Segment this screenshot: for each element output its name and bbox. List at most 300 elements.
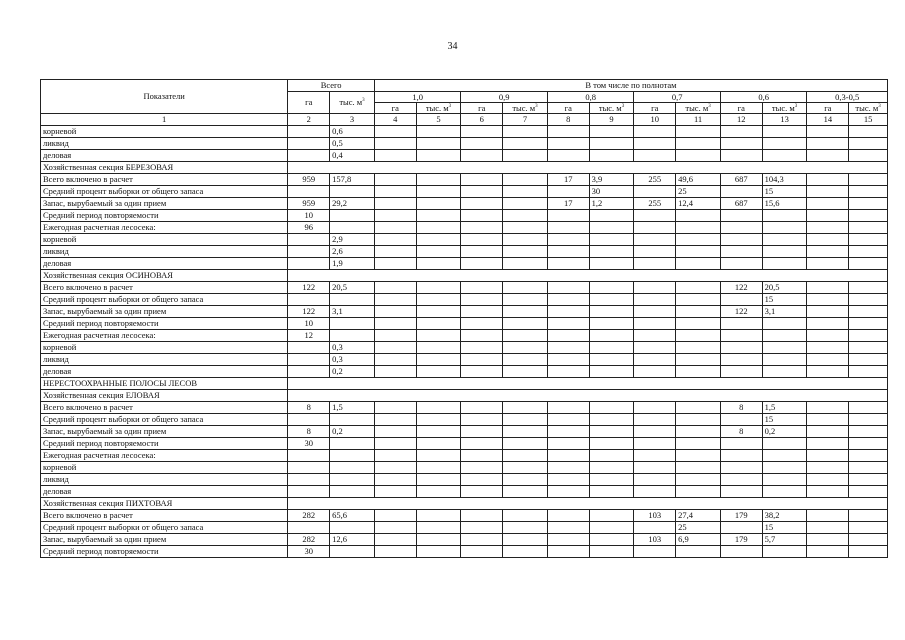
table-cell: 65,6 [330,510,375,522]
table-row [41,186,888,198]
column-numbers-row [41,114,888,126]
table-cell [288,294,330,306]
table-cell [720,546,762,558]
table-cell [807,138,849,150]
row-label: Запас, вырубаемый за один прием [41,534,288,546]
table-cell: 20,5 [762,282,807,294]
table-cell [374,234,416,246]
table-cell [374,402,416,414]
table-cell [461,450,503,462]
table-row [41,510,888,522]
table-cell [762,342,807,354]
table-cell: 179 [720,534,762,546]
table-cell: 1,5 [762,402,807,414]
table-cell [461,234,503,246]
row-label: ликвид [41,138,288,150]
table-cell [503,174,548,186]
table-cell [849,138,888,150]
row-label: Средний процент выборки от общего запаса [41,186,288,198]
table-cell [503,474,548,486]
table-cell [807,366,849,378]
table-cell: 3,9 [589,174,634,186]
table-row [41,462,888,474]
table-cell [288,366,330,378]
table-row [41,450,888,462]
table-cell [503,234,548,246]
section-title: Хозяйственная секция БЕРЕЗОВАЯ [41,162,288,174]
column-number: 15 [849,114,888,126]
table-cell [416,234,461,246]
table-cell [589,522,634,534]
table-cell [330,486,375,498]
table-cell [547,426,589,438]
table-cell [547,450,589,462]
table-cell [461,282,503,294]
table-body [41,114,888,558]
table-cell: 1,9 [330,258,375,270]
table-cell [330,222,375,234]
table-cell [849,330,888,342]
table-cell [849,414,888,426]
column-number: 13 [762,114,807,126]
header-unit-ha: га [634,103,676,114]
table-cell [374,534,416,546]
table-cell [461,474,503,486]
table-cell [720,450,762,462]
table-cell [547,402,589,414]
table-cell [720,138,762,150]
table-cell [503,450,548,462]
table-cell [503,150,548,162]
table-row [41,354,888,366]
table-cell [374,174,416,186]
section-row [41,270,888,282]
table-cell [330,210,375,222]
header-unit-ha: га [374,103,416,114]
table-cell [503,246,548,258]
table-cell [288,414,330,426]
table-cell: 103 [634,510,676,522]
table-cell [374,294,416,306]
table-cell [634,402,676,414]
table-cell [807,486,849,498]
table-cell [676,126,721,138]
table-row [41,150,888,162]
table-cell [589,330,634,342]
table-cell [720,294,762,306]
table-cell [503,438,548,450]
table-cell [547,354,589,366]
table-cell [762,150,807,162]
row-label: ликвид [41,474,288,486]
table-cell [547,546,589,558]
header-density: 0,6 [720,92,807,103]
table-cell [807,522,849,534]
table-cell [634,354,676,366]
table-cell [849,186,888,198]
table-cell [503,258,548,270]
table-cell: 8 [720,402,762,414]
table-cell [589,294,634,306]
header-unit-ha: га [461,103,503,114]
table-cell [503,534,548,546]
row-label: Запас, вырубаемый за один прием [41,426,288,438]
column-number: 1 [41,114,288,126]
table-cell [720,438,762,450]
table-cell: 8 [288,426,330,438]
table-cell [547,294,589,306]
table-cell [676,462,721,474]
table-cell: 12,6 [330,534,375,546]
table-row [41,138,888,150]
table-cell [461,486,503,498]
table-cell [461,306,503,318]
table-cell [288,522,330,534]
table-cell [461,402,503,414]
row-label: Ежегодная расчетная лесосека: [41,450,288,462]
table-cell [416,438,461,450]
row-label: Запас, вырубаемый за один прием [41,198,288,210]
table-cell [676,354,721,366]
column-number: 14 [807,114,849,126]
table-cell [807,150,849,162]
table-cell [547,366,589,378]
section-spacer [288,378,888,390]
column-number: 10 [634,114,676,126]
table-cell [807,294,849,306]
table-cell [720,522,762,534]
table-cell: 0,2 [330,366,375,378]
table-cell [676,318,721,330]
table-cell [461,222,503,234]
table-cell [849,438,888,450]
page-number: 34 [447,41,458,52]
table-cell [503,402,548,414]
table-cell [503,510,548,522]
table-cell [807,414,849,426]
table-cell [676,210,721,222]
table-cell [676,150,721,162]
table-cell [762,318,807,330]
table-cell [634,330,676,342]
section-spacer [288,270,888,282]
row-label: Средний период повторяемости [41,210,288,222]
table-cell: 3,1 [762,306,807,318]
table-cell: 17 [547,174,589,186]
table-cell [676,426,721,438]
table-cell [762,354,807,366]
table-cell [374,462,416,474]
table-cell [849,306,888,318]
table-cell [589,306,634,318]
table-cell [288,126,330,138]
table-cell [720,474,762,486]
table-row [41,414,888,426]
table-cell: 282 [288,534,330,546]
table-cell [589,342,634,354]
table-cell [807,330,849,342]
table-cell [330,186,375,198]
table-cell [374,438,416,450]
table-cell [634,258,676,270]
table-row [41,486,888,498]
table-cell [849,198,888,210]
table-cell [762,330,807,342]
table-cell [634,426,676,438]
table-row [41,198,888,210]
table-cell [547,306,589,318]
row-label: корневой [41,342,288,354]
table-cell [288,342,330,354]
section-row [41,162,888,174]
table-cell [503,546,548,558]
table-cell [762,366,807,378]
table-cell [589,402,634,414]
table-cell [547,330,589,342]
table-row [41,246,888,258]
table-cell [849,510,888,522]
table-cell [589,234,634,246]
table-cell [849,222,888,234]
table-row [41,402,888,414]
table-cell [461,318,503,330]
table-cell [634,474,676,486]
section-row [41,498,888,510]
table-cell: 6,9 [676,534,721,546]
table-cell [634,234,676,246]
header-unit-m3: тыс. $м^3$ [589,103,634,114]
table-cell [849,282,888,294]
table-cell [634,246,676,258]
table-cell: 0,6 [330,126,375,138]
table-cell [547,474,589,486]
section-spacer [288,498,888,510]
table-cell [634,318,676,330]
table-cell [416,474,461,486]
table-cell [720,210,762,222]
table-cell [807,222,849,234]
column-number: 9 [589,114,634,126]
table-cell [720,258,762,270]
table-cell [547,186,589,198]
table-cell [374,210,416,222]
table-cell: 8 [720,426,762,438]
table-row [41,330,888,342]
table-cell [416,306,461,318]
table-cell [849,462,888,474]
table-cell: 959 [288,174,330,186]
table-cell [330,474,375,486]
table-cell: 15 [762,522,807,534]
row-label: Всего включено в расчет [41,282,288,294]
column-number: 11 [676,114,721,126]
table-cell [589,246,634,258]
table-cell [374,138,416,150]
table-cell [416,546,461,558]
table-cell [461,258,503,270]
table-cell [288,186,330,198]
header-including: В том числе по полнотам [374,80,887,92]
table-cell: 20,5 [330,282,375,294]
table-cell [676,246,721,258]
table-cell [807,426,849,438]
table-cell: 103 [634,534,676,546]
table-cell [416,222,461,234]
header-density: 0,9 [461,92,548,103]
table-cell [374,282,416,294]
header-unit-m3: тыс. $м^3$ [849,103,888,114]
table-cell [547,414,589,426]
table-cell [416,486,461,498]
table-cell [503,222,548,234]
table-row [41,222,888,234]
table-row [41,426,888,438]
table-cell [676,402,721,414]
table-cell [374,318,416,330]
table-cell [589,450,634,462]
table-cell: 959 [288,198,330,210]
table-cell [720,126,762,138]
table-cell [416,510,461,522]
table-cell [374,414,416,426]
table-cell [461,546,503,558]
table-cell [416,150,461,162]
row-label: Средний период повторяемости [41,546,288,558]
table-cell [720,318,762,330]
table-row [41,474,888,486]
row-label: деловая [41,258,288,270]
table-cell: 38,2 [762,510,807,522]
table-cell [849,150,888,162]
row-label: ликвид [41,246,288,258]
table-cell [503,210,548,222]
table-cell [547,210,589,222]
table-cell [720,330,762,342]
table-cell [676,342,721,354]
table-cell [849,474,888,486]
table-cell [547,234,589,246]
table-cell [849,534,888,546]
table-cell [547,510,589,522]
table-cell [374,486,416,498]
table-cell [762,222,807,234]
table-cell [288,486,330,498]
header-unit-ha: га [547,103,589,114]
table-cell: 15 [762,186,807,198]
table-cell [720,462,762,474]
table-cell [374,510,416,522]
header-unit-m3: тыс. $м^3$ [762,103,807,114]
header-total: Всего [288,80,375,92]
table-cell [807,246,849,258]
table-cell [807,318,849,330]
table-cell: 0,5 [330,138,375,150]
table-cell [634,138,676,150]
table-cell [330,522,375,534]
table-cell [807,462,849,474]
table-cell [634,546,676,558]
table-cell: 0,3 [330,342,375,354]
table-cell [807,510,849,522]
table-cell: 687 [720,174,762,186]
table-cell: 255 [634,174,676,186]
table-row [41,258,888,270]
table-cell [849,522,888,534]
table-cell [461,462,503,474]
table-cell [416,522,461,534]
table-cell [374,198,416,210]
table-cell [330,462,375,474]
table-cell [547,462,589,474]
table-cell [849,486,888,498]
section-title: Хозяйственная секция ЕЛОВАЯ [41,390,288,402]
table-cell [374,330,416,342]
table-cell [288,462,330,474]
table-cell [634,342,676,354]
table-cell: 104,3 [762,174,807,186]
table-cell [589,150,634,162]
table-row [41,174,888,186]
table-cell [503,342,548,354]
table-cell [416,354,461,366]
table-cell [720,366,762,378]
table-cell [589,474,634,486]
table-cell [720,222,762,234]
table-cell [589,354,634,366]
header-density: 1,0 [374,92,461,103]
table-cell [503,366,548,378]
section-title: НЕРЕСТООХРАННЫЕ ПОЛОСЫ ЛЕСОВ [41,378,288,390]
table-cell [807,306,849,318]
table-cell [762,474,807,486]
header-density: 0,8 [547,92,634,103]
table-cell: 122 [720,282,762,294]
table-cell [762,546,807,558]
header-indicators: Показатели [41,80,288,114]
table-cell [589,282,634,294]
table-cell: 15 [762,414,807,426]
row-label: деловая [41,486,288,498]
table-cell [547,150,589,162]
table-cell [849,174,888,186]
table-cell [330,414,375,426]
section-spacer [288,390,888,402]
table-cell [374,546,416,558]
table-cell [676,366,721,378]
table-cell: 8 [288,402,330,414]
table-cell [416,402,461,414]
table-cell [849,402,888,414]
table-cell [374,126,416,138]
table-cell [547,222,589,234]
table-cell [416,186,461,198]
table-cell: 255 [634,198,676,210]
table-cell [374,186,416,198]
table-cell [849,126,888,138]
table-cell [503,306,548,318]
table-row [41,282,888,294]
table-cell [720,186,762,198]
table-cell: 96 [288,222,330,234]
table-cell [374,258,416,270]
table-cell [676,438,721,450]
table-cell [634,414,676,426]
table-cell [807,234,849,246]
table-cell [416,126,461,138]
table-row [41,522,888,534]
row-label: ликвид [41,354,288,366]
table-cell [807,198,849,210]
